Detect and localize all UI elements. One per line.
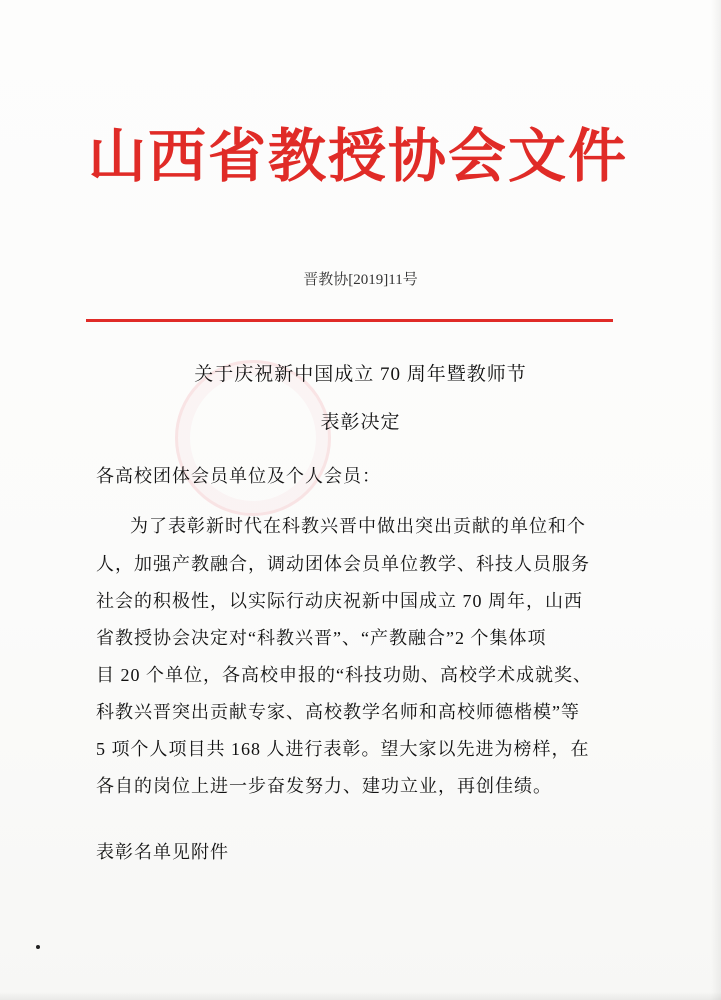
document-title-line-1: 关于庆祝新中国成立 70 周年暨教师节 bbox=[194, 364, 527, 385]
body-line: 省教授协会决定对“科教兴晋”、“产教融合”2 个集体项 bbox=[96, 628, 547, 648]
document-title-line-2: 表彰决定 bbox=[320, 412, 401, 433]
scan-speck bbox=[36, 945, 40, 949]
document-number: 晋教协[2019]11号 bbox=[303, 272, 418, 288]
red-divider-line bbox=[86, 319, 613, 322]
body-line: 人，加强产教融合，调动团体会员单位教学、科技人员服务 bbox=[96, 554, 590, 574]
body-line: 社会的积极性，以实际行动庆祝新中国成立 70 周年，山西 bbox=[96, 591, 583, 611]
scan-edge-shadow bbox=[711, 0, 721, 1000]
scan-edge-shadow-bottom bbox=[0, 992, 721, 1000]
body-line: 5 项个人项目共 168 人进行表彰。望大家以先进为榜样，在 bbox=[96, 739, 590, 759]
body-line: 为了表彰新时代在科教兴晋中做出突出贡献的单位和个 bbox=[130, 516, 586, 536]
attachment-note: 表彰名单见附件 bbox=[96, 842, 229, 862]
body-line: 科教兴晋突出贡献专家、高校教学名师和高校师德楷模”等 bbox=[96, 702, 580, 722]
body-line: 目 20 个单位，各高校申报的“科技功勋、高校学术成就奖、 bbox=[96, 665, 592, 685]
body-line: 各自的岗位上进一步奋发努力、建功立业，再创佳绩。 bbox=[96, 776, 552, 796]
document-header-title: 山西省教授协会文件 bbox=[88, 124, 629, 189]
salutation: 各高校团体会员单位及个人会员： bbox=[96, 466, 381, 486]
